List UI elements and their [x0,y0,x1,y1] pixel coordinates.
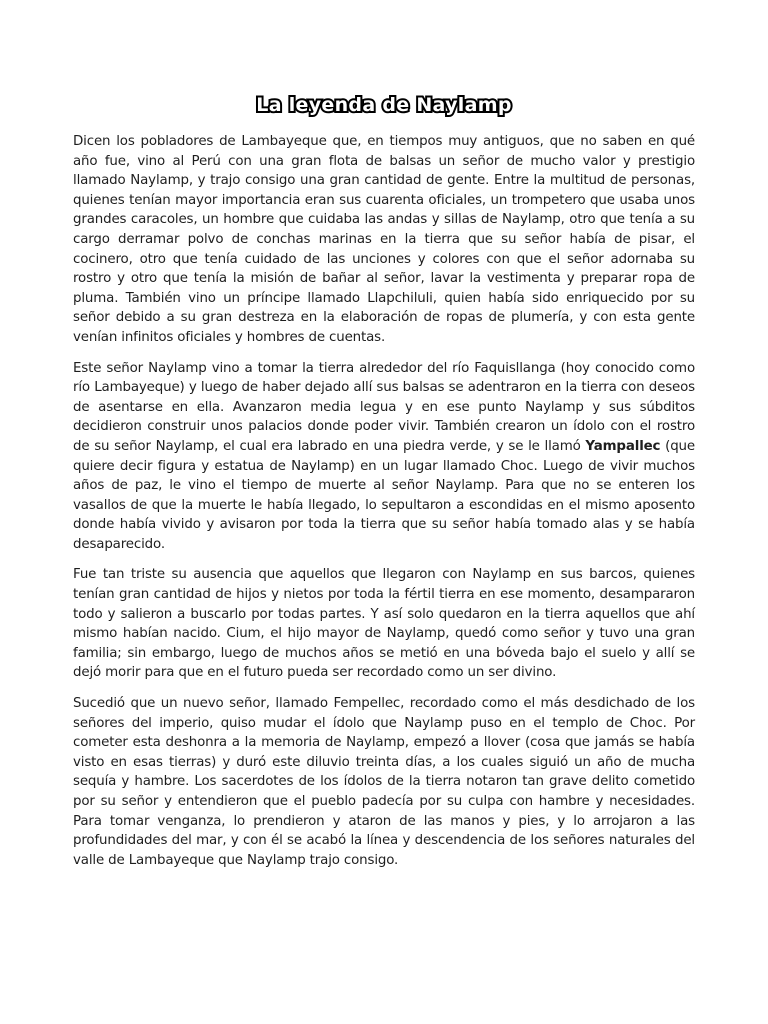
document-page [73,92,695,881]
paragraph-1: Dicen los pobladores de Lambayeque que, en tiempos muy antiguos, que no saben en qué año fue, vino al Perú con una gran flota de balsas un señor de mucho valor y prestigio llamado Naylamp, y trajo consigo una gran cantidad de gente. Entre la multitud de personas, quienes tenían mayor importancia eran sus cuarenta oficiales, un trompetero que usaba unos grandes caracoles, un hombre que cuidaba las andas y sillas de Naylamp, otro que tenía a su cargo derramar polvo de conchas marinas en la tierra que su señor había de pisar, el cocinero, otro que tenía cuidado de las unciones y colores con que el señor adornaba su rostro y otro que tenía la misión de bañar al señor, lavar la vestimenta y preparar ropa de pluma. También vino un príncipe llamado Llapchiluli, quien había sido enriquecido por su señor debido a su gran destreza en la elaboración de ropas de plumería, y con esta gente venían infinitos oficiales y hombres de cuentas. [73,134,695,345]
document-title: La leyenda de Naylamp [256,94,512,116]
paragraph-2-text-before: Este señor Naylamp vino a tomar la tierra alrededor del río Faquisllanga (hoy conocido como río Lambayeque) y luego de haber dejado allí sus balsas se adentraron en la tierra con deseos de asentarse en ella. Avanzaron media legua y en ese punto Naylamp y sus súbditos decidieron construir unos palacios donde poder vivir. También crearon un ídolo con el rostro de su señor Naylamp, el cual era labrado en una piedra verde, y se le llamó [73,360,695,454]
yampallec-highlight: Yampallec [585,438,661,454]
paragraph-4: Sucedió que un nuevo señor, llamado Fempellec, recordado como el más desdichado de los señores del imperio, quiso mudar el ídolo que Naylamp puso en el templo de Choc. Por cometer esta deshonra a la memoria de Naylamp, empezó a llover (cosa que jamás se había visto en esas tierras) y duró este diluvio treinta días, a los cuales siguió un año de mucha sequía y hambre. Los sacerdotes de los ídolos de la tierra notaron tan grave delito cometido por su señor y entendieron que el pueblo padecía por su culpa con hambre y necesidades. Para tomar venganza, lo prendieron y ataron de las manos y pies, y lo arrojaron a las profundidades del mar, y con él se acabó la línea y descendencia de los señores naturales del valle de Lambayeque que Naylamp trajo consigo. [73,696,695,868]
paragraph-2 [73,359,695,555]
paragraph-2-text-after: (que quiere decir figura y estatua de Naylamp) en un lugar llamado Choc. Luego de vivir muchos años de paz, le vino el tiempo de muerte al señor Naylamp. Para que no se enteren los vasallos de que la muerte le había llegado, lo sepultaron a escondidas en el mismo aposento donde había vivido y avisaron por toda la tierra que su señor había tomado alas y se había desaparecido. [73,438,695,552]
paragraph-3: Fue tan triste su ausencia que aquellos que llegaron con Naylamp en sus barcos, quienes tenían gran cantidad de hijos y nietos por toda la fértil tierra en ese momento, desampararon todo y salieron a buscarlo por todas partes. Y así solo quedaron en la tierra aquellos que ahí mismo habían nacido. Cium, el hijo mayor de Naylamp, quedó como señor y tuvo una gran familia; sin embargo, luego de muchos años se metió en una bóveda bajo el suelo y allí se dejó morir para que en el futuro pueda ser recordado como un ser divino. [73,567,695,681]
